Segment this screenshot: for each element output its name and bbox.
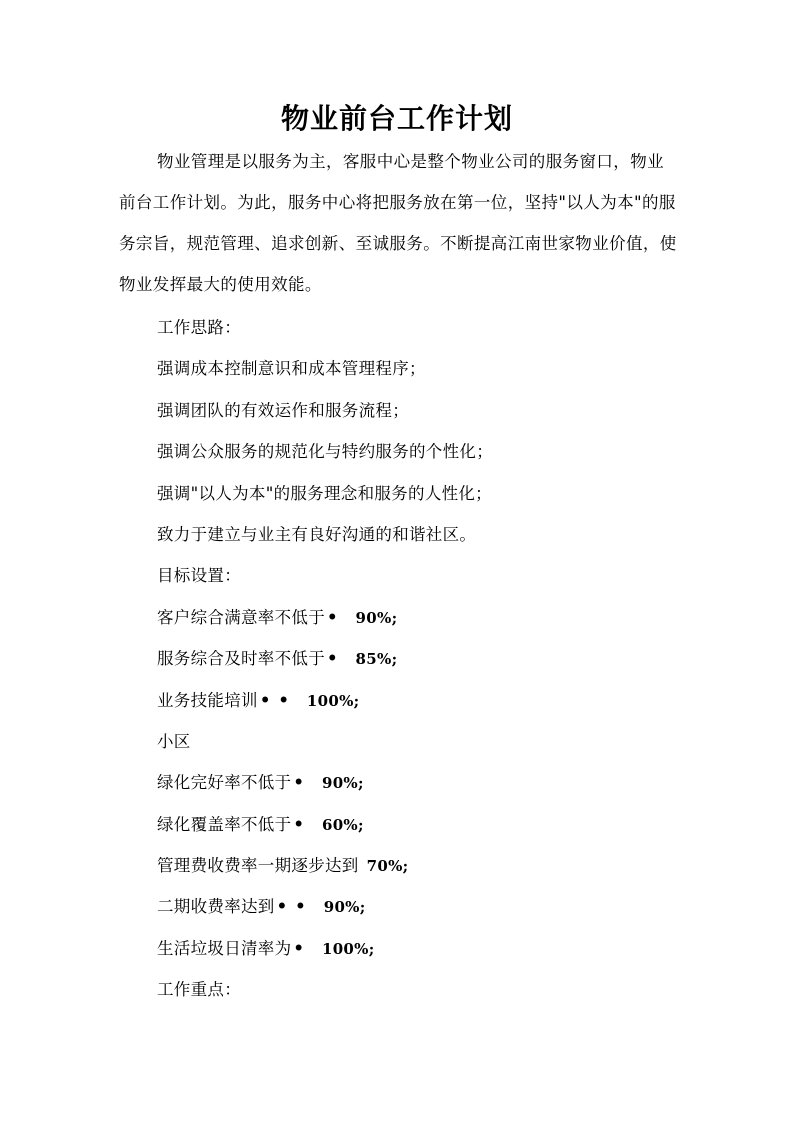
plan-line — [157, 431, 493, 472]
plan-line-text: 管理费收费率一期逐步达到 — [157, 856, 359, 876]
plan-line — [157, 473, 493, 514]
leader-dots: • — [293, 814, 312, 834]
plan-line — [157, 680, 493, 721]
plan-line — [157, 762, 493, 803]
plan-line-text: 业务技能培训 — [157, 690, 258, 710]
plan-line-text: 强调"以人为本"的服务理念和服务的人性化； — [157, 483, 492, 503]
plan-line-text: 工作重点： — [157, 980, 241, 1000]
leader-dots: • — [327, 607, 346, 627]
target-value: 60%; — [321, 815, 364, 834]
plan-line-text: 强调团队的有效运作和服务流程； — [157, 400, 409, 420]
plan-line-text: 客户综合满意率不低于 — [157, 607, 325, 627]
plan-line-text: 强调公众服务的规范化与特约服务的个性化； — [157, 442, 493, 462]
plan-line — [157, 597, 493, 638]
target-value: 90%; — [321, 774, 364, 793]
target-value: 100%; — [321, 939, 375, 958]
plan-line — [157, 390, 493, 431]
plan-lines — [157, 307, 493, 1011]
plan-line — [157, 348, 493, 389]
plan-line — [157, 514, 493, 555]
leader-dots: • — [327, 649, 346, 669]
plan-line — [157, 721, 493, 762]
target-value: 70%; — [366, 857, 409, 876]
target-value: 90%; — [355, 608, 398, 627]
plan-line — [157, 845, 493, 886]
plan-line — [157, 804, 493, 845]
plan-line-text: 二期收费率达到 — [157, 897, 275, 917]
leader-dots: • — [293, 773, 312, 793]
intro-paragraph: 物业管理是以服务为主，客服中心是整个物业公司的服务窗口，物业前台工作计划。为此，服务中心将把服务放在第一位，坚持"以人为本"的服务宗旨，规范管理、追求创新、至诚服务。不断提高江南世家物业价值，使物业发挥最大的使用效能。 — [119, 152, 677, 294]
leader-dots: • — [293, 938, 312, 958]
plan-line — [157, 886, 493, 927]
target-value: 100%; — [306, 691, 360, 710]
plan-line-text: 生活垃圾日清率为 — [157, 938, 292, 958]
plan-line-text: 绿化完好率不低于 — [157, 773, 292, 793]
plan-line — [157, 638, 493, 679]
plan-line — [157, 307, 493, 348]
plan-line-text: 目标设置： — [157, 566, 241, 586]
leader-dots: •• — [276, 897, 314, 917]
plan-line-text: 致力于建立与业主有良好沟通的和谐社区。 — [157, 524, 477, 544]
plan-line-text: 强调成本控制意识和成本管理程序； — [157, 359, 426, 379]
plan-line — [157, 928, 493, 969]
document-title: 物业前台工作计划 — [280, 102, 513, 135]
plan-line-text: 绿化覆盖率不低于 — [157, 814, 292, 834]
plan-line-text: 服务综合及时率不低于 — [157, 649, 325, 669]
plan-line-text: 小区 — [157, 731, 191, 751]
plan-line — [157, 969, 493, 1010]
plan-line — [157, 555, 493, 596]
target-value: 90%; — [323, 898, 366, 917]
target-value: 85%; — [355, 650, 398, 669]
leader-dots: •• — [259, 690, 297, 710]
plan-line-text: 工作思路： — [157, 318, 241, 337]
